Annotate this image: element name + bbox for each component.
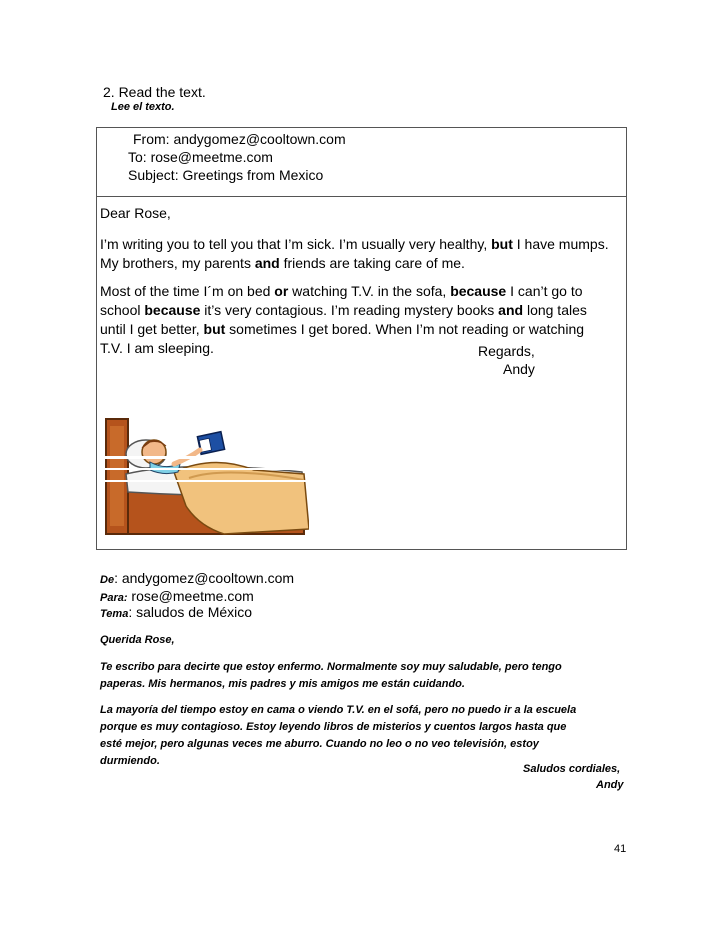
instruction-english: 2. Read the text. [103, 84, 206, 100]
paragraph-line: My brothers, my parents and friends are taking care of me. [100, 255, 465, 271]
translation-subject: Tema: saludos de México [100, 604, 253, 620]
paragraph-line: Te escribo para decirte que estoy enfermo. Normalmente soy muy saludable, pero tengo [100, 661, 562, 673]
email-subject: Subject: Greetings from Mexico [128, 167, 324, 183]
paragraph-line: until I get better, but sometimes I get bored. When I’m not reading or watching [100, 321, 585, 337]
sick-in-bed-illustration [104, 414, 309, 542]
translation-paragraph-1 [100, 659, 562, 693]
page-number: 41 [614, 843, 627, 855]
email-paragraph-2 [100, 282, 630, 358]
email-to: To: rose@meetme.com [128, 149, 273, 165]
translation-signoff: Saludos cordiales, [523, 763, 621, 775]
email-from: From: andygomez@cooltown.com [133, 131, 346, 147]
email-greeting: Dear Rose, [100, 205, 171, 221]
paragraph-line: I’m writing you to tell you that I’m sick. I’m usually very healthy, but I have mumps. [100, 236, 609, 252]
paragraph-line: Most of the time I´m on bed or watching T.V. in the sofa, because I can’t go to [100, 283, 583, 299]
instruction-spanish: Lee el texto. [111, 101, 175, 113]
translation-greeting: Querida Rose, [100, 634, 175, 646]
email-signoff: Regards, [478, 343, 535, 359]
paragraph-line: durmiendo. [100, 755, 160, 767]
paragraph-line: esté mejor, pero algunas veces me aburro. Cuando no leo o no veo televisión, estoy [100, 738, 539, 750]
paragraph-line: porque es muy contagioso. Estoy leyendo libros de misterios y cuentos largos hasta que [100, 721, 567, 733]
paragraph-line: paperas. Mis hermanos, mis padres y mis amigos me están cuidando. [100, 678, 465, 690]
translation-to: Para: rose@meetme.com [100, 588, 254, 604]
email-paragraph-1 [100, 235, 630, 273]
translation-paragraph-2 [100, 702, 576, 770]
paragraph-line: T.V. I am sleeping. [100, 340, 214, 356]
paragraph-line: school because it’s very contagious. I’m reading mystery books and long tales [100, 302, 587, 318]
translation-signature: Andy [596, 779, 624, 791]
email-signature: Andy [503, 361, 535, 377]
email-header-divider [96, 196, 627, 197]
paragraph-line: La mayoría del tiempo estoy en cama o viendo T.V. en el sofá, pero no puedo ir a la escuela [100, 704, 577, 716]
translation-from: De: andygomez@cooltown.com [100, 570, 295, 586]
